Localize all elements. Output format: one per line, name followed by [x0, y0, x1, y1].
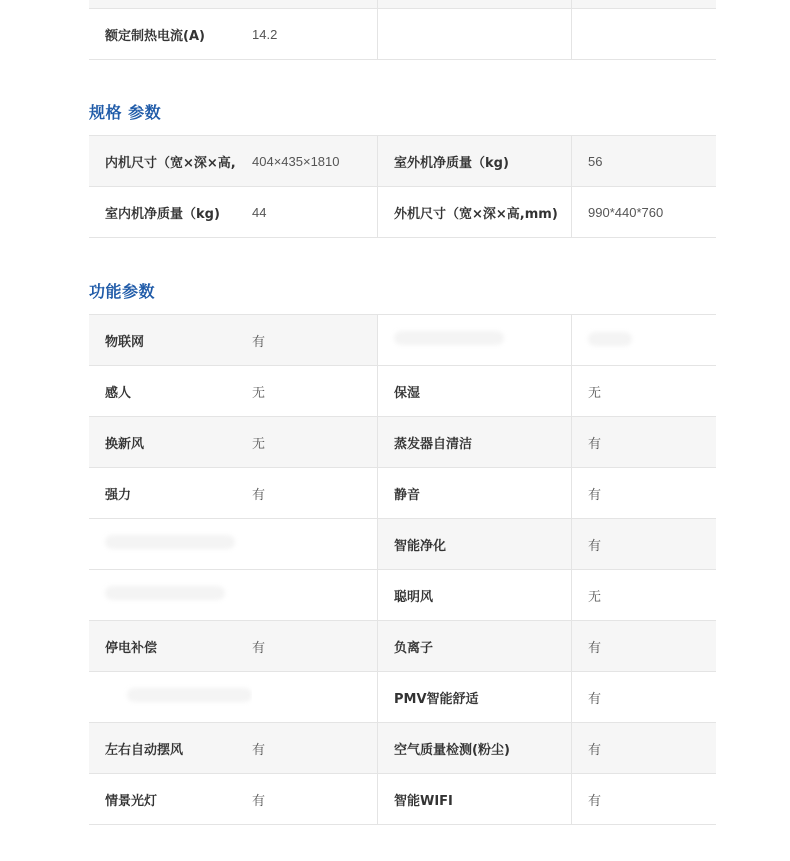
feature-value: 有	[252, 723, 378, 774]
specs-table	[89, 135, 716, 238]
feature-value: 有	[572, 774, 717, 825]
redacted-text	[588, 332, 632, 346]
redacted-text	[394, 331, 504, 345]
spec-key	[378, 9, 572, 60]
feature-value: 无	[572, 366, 717, 417]
feature-value: 无	[572, 570, 717, 621]
spec-key: 室外机净质量（kg)	[378, 136, 572, 187]
table-row	[89, 519, 716, 570]
table-row	[89, 468, 716, 519]
feature-value: 有	[572, 417, 717, 468]
feature-key: 物联网	[89, 315, 252, 366]
feature-value: 有	[252, 315, 378, 366]
table-row	[89, 315, 716, 366]
spec-key: 外机尺寸（宽×深×高,mm)	[378, 187, 572, 238]
redacted-key	[378, 315, 572, 366]
feature-key: 情景光灯	[89, 774, 252, 825]
feature-key: 智能净化	[378, 519, 572, 570]
top-partial-table	[89, 0, 716, 60]
redacted-text	[127, 688, 252, 702]
spec-key: 内机尺寸（宽×深×高,	[89, 136, 252, 187]
feature-key: 空气质量检测(粉尘)	[378, 723, 572, 774]
table-row	[89, 774, 716, 825]
feature-key: 保湿	[378, 366, 572, 417]
table-row	[89, 0, 716, 9]
feature-key: 静音	[378, 468, 572, 519]
feature-value: 有	[252, 621, 378, 672]
table-row	[89, 621, 716, 672]
feature-value: 有	[572, 672, 717, 723]
features-table	[89, 314, 716, 825]
table-row	[89, 136, 716, 187]
feature-key: 停电补偿	[89, 621, 252, 672]
spec-key	[378, 0, 572, 9]
redacted-key	[89, 570, 252, 621]
spec-value: 404×435×1810	[252, 136, 378, 187]
redacted-value	[572, 315, 717, 366]
spec-key: 额定制热电流(A)	[89, 9, 252, 60]
feature-key: 感人	[89, 366, 252, 417]
redacted-value	[252, 570, 378, 621]
feature-key: 蒸发器自清洁	[378, 417, 572, 468]
spec-value: 56	[572, 136, 717, 187]
table-row	[89, 570, 716, 621]
spec-value	[572, 0, 717, 9]
feature-key: 换新风	[89, 417, 252, 468]
spec-value	[252, 0, 378, 9]
feature-key: 左右自动摆风	[89, 723, 252, 774]
redacted-key	[89, 672, 252, 723]
redacted-value	[252, 519, 378, 570]
feature-key: 负离子	[378, 621, 572, 672]
redacted-text	[105, 586, 225, 600]
feature-value: 有	[572, 519, 717, 570]
feature-key: 智能WIFI	[378, 774, 572, 825]
spec-key: 室内机净质量（kg)	[89, 187, 252, 238]
table-row	[89, 723, 716, 774]
section-title-specs: 规格 参数	[89, 103, 162, 122]
feature-value: 有	[252, 468, 378, 519]
table-row	[89, 9, 716, 60]
section-title-features: 功能参数	[89, 282, 156, 301]
feature-value: 无	[252, 366, 378, 417]
spec-value: 44	[252, 187, 378, 238]
spec-value	[572, 9, 717, 60]
feature-key: 聪明风	[378, 570, 572, 621]
table-row	[89, 417, 716, 468]
spec-value: 990*440*760	[572, 187, 717, 238]
feature-key: 强力	[89, 468, 252, 519]
feature-value: 有	[572, 621, 717, 672]
redacted-text	[105, 535, 235, 549]
feature-value: 无	[252, 417, 378, 468]
spec-key	[89, 0, 252, 9]
table-row	[89, 366, 716, 417]
redacted-value	[252, 672, 378, 723]
table-row	[89, 672, 716, 723]
table-row	[89, 187, 716, 238]
feature-key: PMV智能舒适	[378, 672, 572, 723]
feature-value: 有	[572, 468, 717, 519]
feature-value: 有	[252, 774, 378, 825]
feature-value: 有	[572, 723, 717, 774]
redacted-key	[89, 519, 252, 570]
spec-value: 14.2	[252, 9, 378, 60]
